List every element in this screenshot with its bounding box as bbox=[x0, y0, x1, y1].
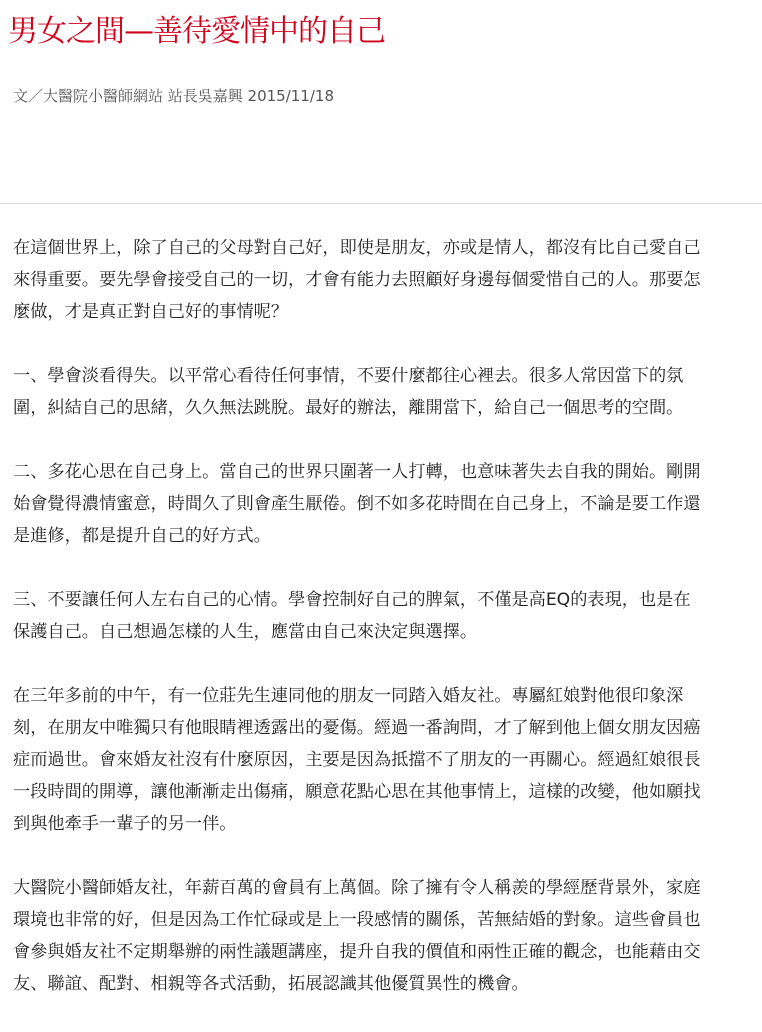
story-paragraph bbox=[13, 680, 755, 840]
text-line: 來得重要。要先學會接受自己的一切，才會有能力去照顧好身邊每個愛惜自己的人。那要怎 bbox=[13, 270, 701, 290]
text-line: 三、不要讓任何人左右自己的心情。學會控制好自己的脾氣，不僅是高EQ的表現，也是在 bbox=[13, 590, 691, 610]
article-header bbox=[0, 0, 762, 200]
article-title: 男女之間—善待愛情中的自己 bbox=[8, 14, 385, 49]
point-one-paragraph bbox=[13, 360, 755, 424]
text-line: 二、多花心思在自己身上。當自己的世界只圍著一人打轉，也意味著失去自我的開始。剛開 bbox=[13, 462, 701, 482]
text-line: 到與他牽手一輩子的另一伴。 bbox=[13, 814, 237, 834]
article-byline: 文／大醫院小醫師網站 站長吳嘉興 2015/11/18 bbox=[13, 87, 334, 105]
text-line: 症而過世。會來婚友社沒有什麼原因，主要是因為抵擋不了朋友的一再關心。經過紅娘很長 bbox=[13, 750, 701, 770]
text-line: 一、學會淡看得失。以平常心看待任何事情，不要什麼都往心裡去。很多人常因當下的氛 bbox=[13, 366, 684, 386]
header-divider bbox=[0, 203, 762, 204]
text-line: 刻，在朋友中唯獨只有他眼睛裡透露出的憂傷。經過一番詢問，才了解到他上個女朋友因癌 bbox=[13, 718, 701, 738]
text-line: 一段時間的開導，讓他漸漸走出傷痛，願意花點心思在其他事情上，這樣的改變，他如願找 bbox=[13, 782, 701, 802]
text-line: 友、聯誼、配對、相親等各式活動，拓展認識其他優質異性的機會。 bbox=[13, 974, 529, 994]
intro-paragraph bbox=[13, 232, 755, 328]
text-line: 圍，糾結自己的思緒，久久無法跳脫。最好的辦法，離開當下，給自己一個思考的空間。 bbox=[13, 398, 684, 418]
text-line: 始會覺得濃情蜜意，時間久了則會產生厭倦。倒不如多花時間在自己身上，不論是要工作還 bbox=[13, 494, 701, 514]
text-line: 麼做，才是真正對自己好的事情呢？ bbox=[13, 302, 289, 322]
agency-paragraph bbox=[13, 872, 755, 1000]
text-line: 大醫院小醫師婚友社，年薪百萬的會員有上萬個。除了擁有令人稱羨的學經歷背景外，家庭 bbox=[13, 878, 701, 898]
text-line: 是進修，都是提升自己的好方式。 bbox=[13, 526, 271, 546]
point-two-paragraph bbox=[13, 456, 755, 552]
text-line: 環境也非常的好，但是因為工作忙碌或是上一段感情的關係，苦無結婚的對象。這些會員也 bbox=[13, 910, 701, 930]
text-line: 在這個世界上，除了自己的父母對自己好，即使是朋友，亦或是情人，都沒有比自己愛自己 bbox=[13, 238, 701, 258]
text-line: 保護自己。自己想過怎樣的人生，應當由自己來決定與選擇。 bbox=[13, 622, 478, 642]
text-line: 在三年多前的中午，有一位莊先生連同他的朋友一同踏入婚友社。專屬紅娘對他很印象深 bbox=[13, 686, 684, 706]
point-three-paragraph bbox=[13, 584, 755, 648]
article-body bbox=[13, 232, 755, 1032]
text-line: 會參與婚友社不定期舉辦的兩性議題講座，提升自我的價值和兩性正確的觀念，也能藉由交 bbox=[13, 942, 701, 962]
